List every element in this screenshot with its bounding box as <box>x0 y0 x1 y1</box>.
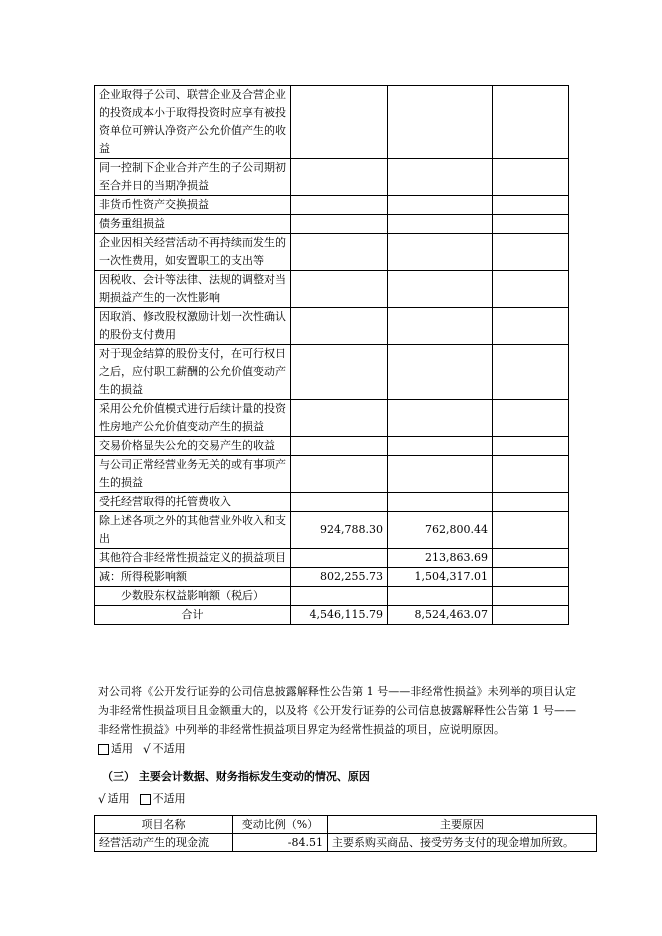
table-row <box>95 159 569 196</box>
applicable-option[interactable] <box>98 790 130 808</box>
note-cell <box>493 215 569 234</box>
table-row <box>95 437 569 456</box>
item-label: 受托经营取得的托管费收入 <box>95 493 291 512</box>
previous-amount: 8,524,463.07 <box>388 606 493 625</box>
previous-amount <box>388 456 493 493</box>
item-label: 因取消、修改股权激励计划一次性确认的股份支付费用 <box>95 308 291 345</box>
check-mark-icon: √ <box>143 742 151 756</box>
previous-amount <box>388 159 493 196</box>
item-label: 同一控制下企业合并产生的子公司期初至合并日的当期净损益 <box>95 159 291 196</box>
item-label: 因税收、会计等法律、法规的调整对当期损益产生的一次性影响 <box>95 271 291 308</box>
current-amount: 4,546,115.79 <box>291 606 388 625</box>
note-cell <box>493 493 569 512</box>
table-row <box>95 345 569 400</box>
previous-amount <box>388 271 493 308</box>
section-title: （三） 主要会计数据、财务指标发生变动的情况、原因 <box>102 770 370 783</box>
check-mark-icon: √ <box>98 792 106 806</box>
item-label: 交易价格显失公允的交易产生的收益 <box>95 437 291 456</box>
table-row <box>95 308 569 345</box>
current-amount <box>291 308 388 345</box>
item-label: 减：所得税影响额 <box>95 568 291 587</box>
item-label: 其他符合非经常性损益定义的损益项目 <box>95 549 291 568</box>
table-row <box>95 271 569 308</box>
item-label: 企业因相关经营活动不再持续而发生的一次性费用，如安置职工的支出等 <box>95 234 291 271</box>
table-row <box>95 512 569 549</box>
table-row <box>95 400 569 437</box>
main-reason: 主要系购买商品、接受劳务支付的现金增加所致。 <box>328 834 597 852</box>
column-header: 项目名称 <box>95 816 233 834</box>
current-amount <box>291 437 388 456</box>
table-row <box>95 834 597 852</box>
total-label: 合计 <box>95 606 291 625</box>
item-label: 对于现金结算的股份支付，在可行权日之后，应付职工薪酬的公允价值变动产生的损益 <box>95 345 291 400</box>
current-amount <box>291 345 388 400</box>
column-header: 主要原因 <box>328 816 597 834</box>
previous-amount: 1,504,317.01 <box>388 568 493 587</box>
note-cell <box>493 308 569 345</box>
current-amount <box>291 271 388 308</box>
previous-amount: 213,863.69 <box>388 549 493 568</box>
checkbox-empty-icon <box>140 794 151 805</box>
previous-amount <box>388 493 493 512</box>
table-row <box>95 549 569 568</box>
current-amount: 924,788.30 <box>291 512 388 549</box>
not-applicable-option[interactable] <box>143 740 186 758</box>
current-amount <box>291 493 388 512</box>
previous-amount <box>388 345 493 400</box>
table-row <box>95 568 569 587</box>
note-cell <box>493 86 569 159</box>
previous-amount <box>388 215 493 234</box>
table-row-total <box>95 606 569 625</box>
previous-amount <box>388 86 493 159</box>
item-label: 企业取得子公司、联营企业及合营企业的投资成本小于取得投资时应享有被投资单位可辨认净资产公允价值产生的收益 <box>95 86 291 159</box>
previous-amount <box>388 196 493 215</box>
applicable-label: 适用 <box>107 792 130 805</box>
item-label: 与公司正常经营业务无关的或有事项产生的损益 <box>95 456 291 493</box>
table-row <box>95 456 569 493</box>
checkbox-empty-icon <box>98 744 109 755</box>
current-amount <box>291 234 388 271</box>
previous-amount <box>388 437 493 456</box>
note-cell <box>493 456 569 493</box>
not-applicable-label: 不适用 <box>152 792 186 805</box>
note-cell <box>493 549 569 568</box>
current-amount <box>291 196 388 215</box>
change-ratio: -84.51 <box>233 834 328 852</box>
table-header-row <box>95 816 597 834</box>
previous-amount <box>388 234 493 271</box>
explanation-applicability <box>98 740 186 758</box>
changes-table <box>94 815 597 852</box>
previous-amount <box>388 308 493 345</box>
previous-amount <box>388 400 493 437</box>
table-row <box>95 234 569 271</box>
current-amount: 802,255.73 <box>291 568 388 587</box>
item-label: 非货币性资产交换损益 <box>95 196 291 215</box>
item-label: 采用公允价值模式进行后续计量的投资性房地产公允价值变动产生的损益 <box>95 400 291 437</box>
not-applicable-option[interactable] <box>140 790 186 808</box>
item-label: 除上述各项之外的其他营业外收入和支出 <box>95 512 291 549</box>
note-cell <box>493 568 569 587</box>
note-cell <box>493 159 569 196</box>
note-cell <box>493 234 569 271</box>
previous-amount: 762,800.44 <box>388 512 493 549</box>
current-amount <box>291 549 388 568</box>
table-row <box>95 86 569 159</box>
current-amount <box>291 159 388 196</box>
previous-amount <box>388 587 493 606</box>
note-cell <box>493 606 569 625</box>
item-label: 少数股东权益影响额（税后） <box>95 587 291 606</box>
note-cell <box>493 345 569 400</box>
note-cell <box>493 196 569 215</box>
note-cell <box>493 271 569 308</box>
not-applicable-label: 不适用 <box>152 742 186 755</box>
table-row <box>95 493 569 512</box>
column-header: 变动比例（%） <box>233 816 328 834</box>
table-row <box>95 215 569 234</box>
item-name: 经营活动产生的现金流 <box>95 834 233 852</box>
current-amount <box>291 86 388 159</box>
note-cell <box>493 512 569 549</box>
applicable-option[interactable] <box>98 740 133 758</box>
non-recurring-items-table <box>94 85 569 625</box>
current-amount <box>291 456 388 493</box>
section-applicability <box>98 790 186 808</box>
note-cell <box>493 587 569 606</box>
explanation-paragraph: 对公司将《公开发行证券的公司信息披露解释性公告第 1 号——非经常性损益》未列举的项目认定为非经常性损益项目且金额重大的，以及将《公开发行证券的公司信息披露解释性公告第 1 号——非经常性损益》中列举的非经常性损益项目界定为经常性损益的项目，应说明原因。 <box>98 685 576 736</box>
table-row <box>95 587 569 606</box>
note-cell <box>493 400 569 437</box>
applicable-label: 适用 <box>111 742 133 755</box>
item-label: 债务重组损益 <box>95 215 291 234</box>
table-row <box>95 196 569 215</box>
note-cell <box>493 437 569 456</box>
current-amount <box>291 587 388 606</box>
current-amount <box>291 215 388 234</box>
current-amount <box>291 400 388 437</box>
